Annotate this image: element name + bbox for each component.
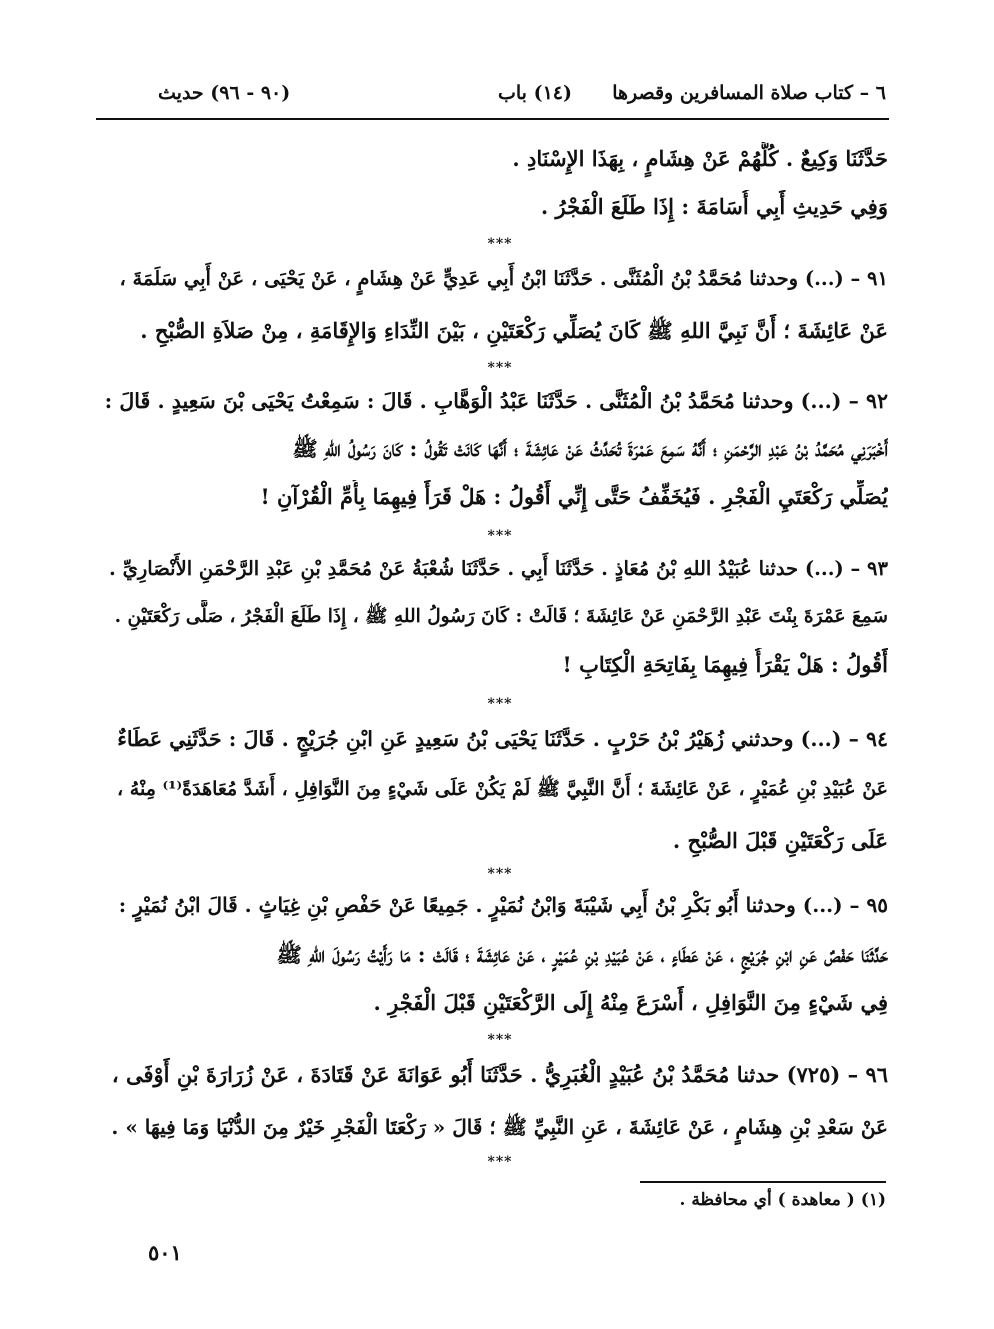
page-number: ٥٠١: [148, 1240, 182, 1265]
hadith-96-line: ٩٦ – (٧٢٥) حدثنا مُحَمَّدُ بْنُ عُبَيْدٍ الْغُبَرِيُّ . حَدَّثَنَا أَبُو عَوَانَةَ عَنْ قَتَادَةَ ، عَنْ زُرَارَةَ بْنِ أَوْفَى ،: [111, 1062, 888, 1087]
header-rule: [96, 118, 889, 120]
separator-stars: ***: [487, 696, 513, 712]
running-header: [122, 82, 886, 118]
hadith-93-line: أَقُولُ : هَلْ يَقْرَأُ فِيهِمَا بِفَاتِحَةِ الْكِتَابِ !: [562, 652, 888, 677]
hadith-91-line: عَنْ عَائِشَةَ ؛ أَنَّ نَبِيَّ اللهِ ﷺ كَانَ يُصَلِّي رَكْعَتَيْنِ ، بَيْنَ النِّدَاءِ وَالإِقَامَةِ ، مِنْ صَلاَةِ الصُّبْحِ .: [140, 318, 888, 343]
hadith-93-line: ٩٣ – (...) حدثنا عُبَيْدُ اللهِ بْنُ مُعَاذٍ . حَدَّثَنَا أَبِي . حَدَّثَنَا شُعْبَةُ عَنْ مُحَمَّدِ بْنِ عَبْدِ الرَّحْمَنِ الأَنْصَارِيِّ .: [109, 557, 888, 580]
intro-line: وَفِي حَدِيثِ أَبِي أُسَامَةَ : إِذَا طَلَعَ الْفَجْرُ .: [540, 194, 888, 219]
separator-stars: ***: [487, 866, 513, 882]
footnote: (١) ( معاهدة ) أي محافظة .: [679, 1190, 886, 1210]
separator-stars: ***: [487, 1032, 513, 1048]
header-chapter: (١٤) باب: [498, 82, 572, 104]
hadith-92-line: أَخْبَرَنِي مُحَمَّدُ بْنُ عَبْدِ الرَّحْمَنِ ؛ أَنَّهُ سَمِعَ عَمْرَةَ تُحَدِّثُ عَنْ عَائِشَةَ ؛ أَنَّهَا كَانَتْ تَقُولُ : كَانَ رَسُولُ اللهِ ﷺ: [292, 436, 888, 461]
hadith-92-line: يُصَلِّي رَكْعَتَيِ الْفَجْرِ . فَيُخَفِّفُ حَتَّى إِنِّي أَقُولُ : هَلْ قَرَأَ فِيهِمَا بِأُمِّ الْقُرْآنِ !: [260, 484, 888, 509]
hadith-94-line: عَلَى رَكْعَتَيْنِ قَبْلَ الصُّبْحِ .: [672, 828, 888, 853]
hadith-92-line: ٩٢ – (...) وحدثنا مُحَمَّدُ بْنُ الْمُثَنَّى . حَدَّثَنَا عَبْدُ الْوَهَّابِ . قَالَ : سَمِعْتُ يَحْيَى بْنَ سَعِيدٍ . قَالَ :: [104, 389, 888, 413]
footnote-rule: [640, 1181, 886, 1183]
header-book-title: ٦ – كتاب صلاة المسافرين وقصرها: [612, 82, 886, 104]
intro-line: حَدَّثَنَا وَكِيعٌ . كُلُّهُمْ عَنْ هِشَامٍ ، بِهَذَا الإِسْنَادِ .: [512, 146, 888, 171]
header-hadith-range: (٩٠ - ٩٦) حديث: [158, 82, 291, 104]
hadith-96-line: عَنْ سَعْدِ بْنِ هِشَامٍ ، عَنْ عَائِشَةَ ، عَنِ النَّبِيِّ ﷺ ؛ قَالَ « رَكْعَتَا الْفَجْرِ خَيْرٌ مِنَ الدُّنْيَا وَمَا فِيهَا » .: [111, 1115, 888, 1139]
separator-stars: ***: [487, 236, 513, 252]
hadith-91-line: ٩١ – (...) وحدثنا مُحَمَّدُ بْنُ الْمُثَنَّى . حَدَّثَنَا ابْنُ أَبِي عَدِيٍّ عَنْ هِشَامٍ ، عَنْ يَحْيَى ، عَنْ أَبِي سَلَمَةَ ،: [119, 267, 888, 290]
separator-stars: ***: [487, 528, 513, 544]
separator-stars: ***: [487, 1154, 513, 1170]
hadith-95-line: حَدَّثَنَا حَفْصٌ عَنِ ابْنِ جُرَيْجٍ ، عَنْ عَطَاءٍ ، عَنْ عُبَيْدِ بْنِ عُمَيْرٍ ، عَنْ عَائِشَةَ ؛ قَالَتْ : مَا رَأَيْتُ رَسُولَ اللهِ ﷺ: [276, 942, 888, 967]
hadith-95-line: فِي شَيْءٍ مِنَ النَّوَافِلِ ، أَسْرَعَ مِنْهُ إِلَى الرَّكْعَتَيْنِ قَبْلَ الْفَجْرِ .: [373, 990, 888, 1015]
hadith-93-line: سَمِعَ عَمْرَةَ بِنْتَ عَبْدِ الرَّحْمَنِ عَنْ عَائِشَةَ ؛ قَالَتْ : كَانَ رَسُولُ اللهِ ﷺ ، إِذَا طَلَعَ الْفَجْرُ ، صَلَّى رَكْعَتَيْنِ .: [114, 606, 888, 627]
hadith-94-line: عَنْ عُبَيْدِ بْنِ عُمَيْرٍ ، عَنْ عَائِشَةَ ؛ أَنَّ النَّبِيَّ ﷺ لَمْ يَكُنْ عَلَى شَيْءٍ مِنَ النَّوَافِلِ ، أَشَدَّ مُعَاهَدَةً⁽¹⁾ مِنْهُ ،: [117, 778, 888, 800]
hadith-95-line: ٩٥ – (...) وحدثنا أَبُو بَكْرِ بْنُ أَبِي شَيْبَةَ وَابْنُ نُمَيْرٍ . جَمِيعًا عَنْ حَفْصِ بْنِ غِيَاثٍ . قَالَ ابْنُ نُمَيْرٍ :: [118, 893, 888, 917]
hadith-94-line: ٩٤ – (...) وحدثني زُهَيْرُ بْنُ حَرْبٍ . حَدَّثَنَا يَحْيَى بْنُ سَعِيدٍ عَنِ ابْنِ جُرَيْجٍ . قَالَ : حَدَّثَنِي عَطَاءٌ: [117, 727, 888, 751]
separator-stars: ***: [487, 360, 513, 376]
